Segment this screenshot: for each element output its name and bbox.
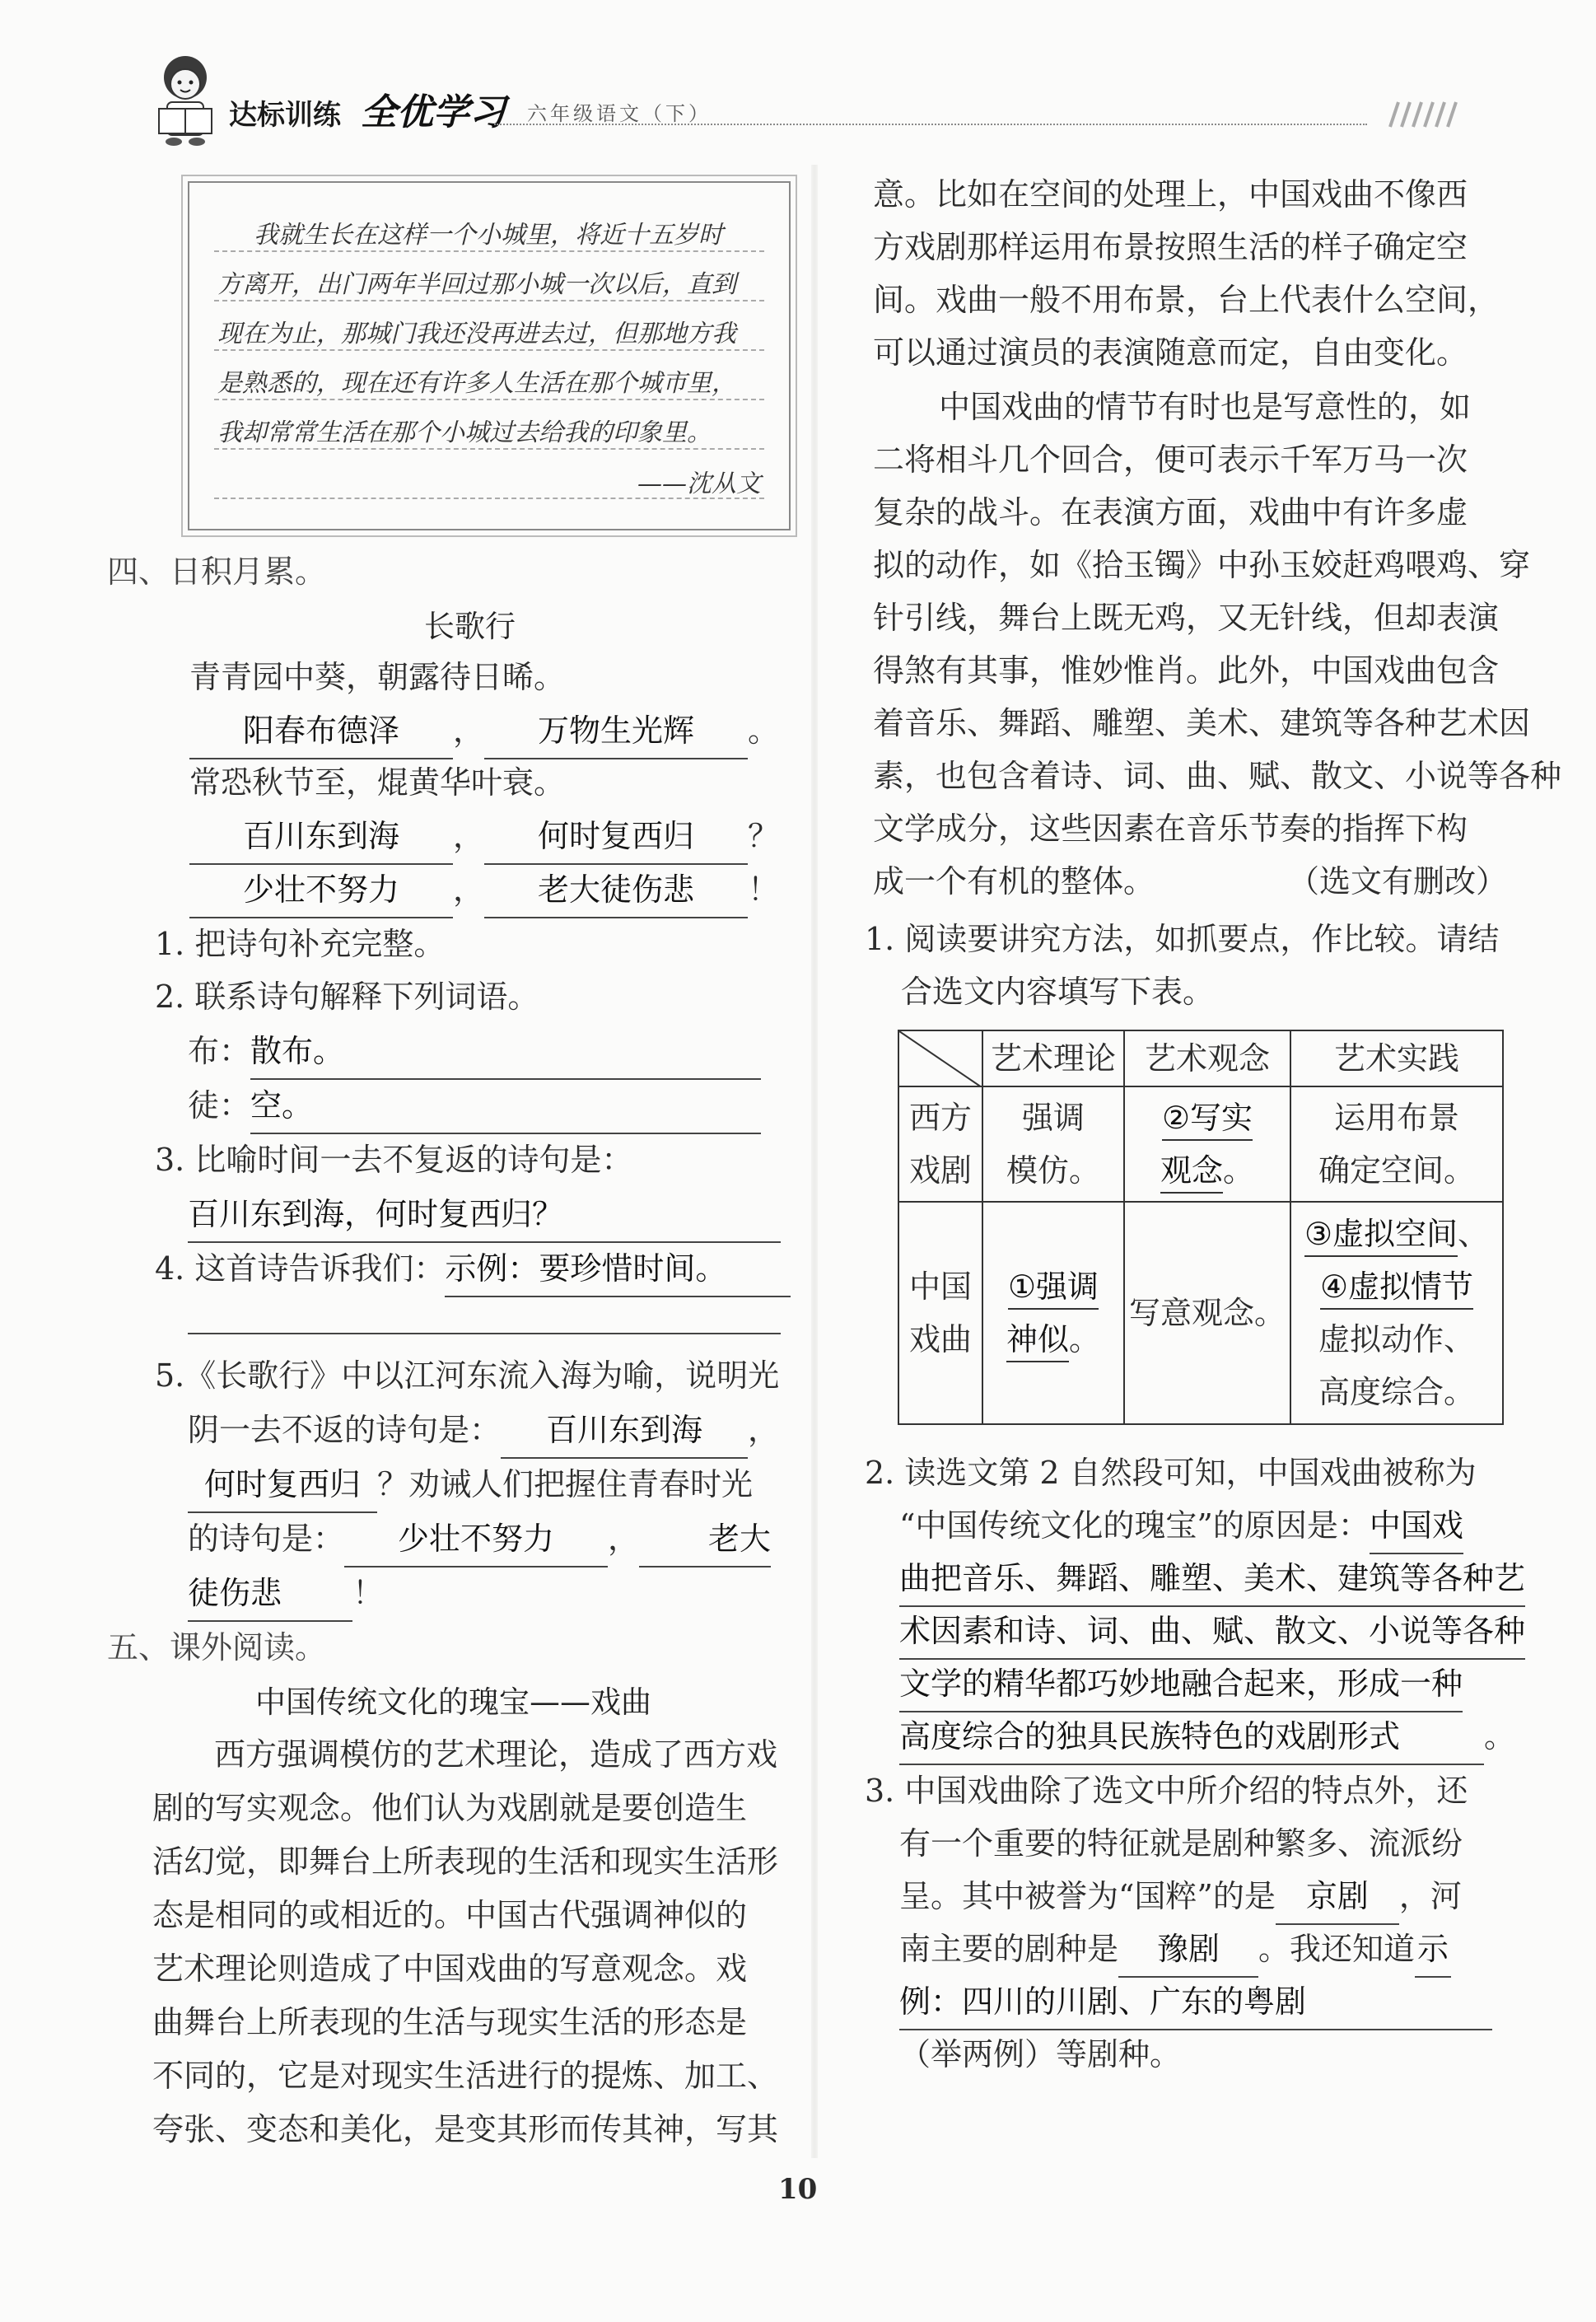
- q2-item-bu: [188, 1025, 761, 1080]
- comma: ，: [608, 1521, 640, 1557]
- cell-answer: ③虚拟空间: [1304, 1212, 1458, 1257]
- article-line: 意。比如在空间的处理上，中国戏曲不像西: [873, 176, 1468, 213]
- cell-text: 强调: [1021, 1100, 1085, 1136]
- question-2: 2. 联系诗句解释下列词语。: [155, 979, 539, 1015]
- answer-line: [899, 1657, 1463, 1712]
- article-line: 中国戏曲的情节有时也是写意性的，如: [939, 389, 1472, 425]
- row-label: [898, 1202, 982, 1424]
- table-header: 艺术观念: [1124, 1030, 1290, 1086]
- poem-blank-row-3: [189, 863, 779, 918]
- answer-text: 曲把音乐、舞蹈、雕塑、美术、建筑等各种艺: [899, 1552, 1525, 1607]
- comma: ，: [453, 871, 485, 908]
- article-line: 针引线，舞台上既无鸡，又无针线，但却表演: [873, 600, 1500, 636]
- comma: ，: [453, 818, 485, 854]
- question-3-cont: 有一个重要的特征就是剧种繁多、流派纷: [899, 1825, 1463, 1862]
- quote-line: 方离开，出门两年半回过那小城一次以后，直到: [217, 270, 736, 299]
- label: 布：: [188, 1033, 251, 1069]
- article-line: 间。戏曲一般不用布景，台上代表什么空间，: [873, 282, 1500, 318]
- quote-line: 现在为止，那城门我还没再进去过，但那地方我: [217, 320, 736, 348]
- q3-text: ，河: [1398, 1878, 1462, 1914]
- cell-answer: 神似: [1006, 1318, 1069, 1362]
- article-line: 方戏剧那样运用布景按照生活的样子确定空: [873, 229, 1468, 265]
- answer-line: [899, 1975, 1492, 2030]
- comma: ，: [453, 712, 485, 749]
- poem-blank-row-2: [189, 810, 779, 865]
- answer-blank: 示: [1415, 1923, 1451, 1978]
- answer-blank: 示例：要珍惜时间。: [445, 1242, 791, 1297]
- source-note: （选文有删改）: [1287, 863, 1507, 899]
- answer-line: [899, 1710, 1515, 1765]
- article-line: 二将相斗几个回合，便可表示千军万马一次: [873, 442, 1468, 478]
- table-header: 艺术理论: [982, 1030, 1124, 1086]
- article-line: 成一个有机的整体。: [873, 863, 1155, 899]
- article-line: 着音乐、舞蹈、雕塑、美术、建筑等各种艺术因: [873, 705, 1531, 741]
- poem-title: 长歌行: [424, 609, 516, 644]
- question-3-cont: [899, 1923, 1451, 1978]
- answer-blank: 豫剧: [1118, 1923, 1258, 1978]
- q3-answer-row: [188, 1188, 781, 1243]
- question-1-cont: 合选文内容填写下表。: [901, 974, 1215, 1010]
- quote-line: 我就生长在这样一个小城里，将近十五岁时: [254, 221, 723, 250]
- article-line: 夸张、变态和美化，是变其形而传其神，写其: [152, 2111, 779, 2147]
- answer-blank: 散布。: [250, 1025, 761, 1080]
- poem-answer: 阳春布德泽: [189, 704, 453, 759]
- punct: 。: [1484, 1718, 1516, 1754]
- label-text: 西方: [908, 1100, 972, 1136]
- question-5-line5: [188, 1567, 384, 1622]
- question-4: 4. 这首诗告诉我们：: [155, 1250, 446, 1287]
- article-title: 中国传统文化的瑰宝——戏曲: [255, 1684, 651, 1720]
- q3-text: 。我还知道: [1258, 1931, 1416, 1967]
- row-label: [898, 1086, 982, 1202]
- punct: ！: [352, 1575, 385, 1611]
- question-1: 1. 阅读要讲究方法，如抓要点，作比较。请结: [865, 921, 1500, 957]
- article-line: 态是相同的或相近的。中国古代强调神似的: [152, 1897, 748, 1933]
- question-3-end: （举两例）等剧种。: [899, 2036, 1182, 2072]
- grade-subtitle: 六年级语文（下）: [527, 102, 712, 125]
- label-text: 戏剧: [908, 1152, 972, 1189]
- answer-text: 文学的精华都巧妙地融合起来，形成一种: [899, 1657, 1463, 1712]
- question-2-cont: [899, 1499, 1463, 1554]
- question-5-line2: [188, 1404, 779, 1459]
- question-1: 1. 把诗句补充完整。: [155, 926, 446, 962]
- cell-answer: ①强调: [1008, 1265, 1099, 1310]
- label-text: 中国: [908, 1268, 972, 1305]
- right-column: [865, 0, 1562, 2322]
- q2-item-tu: [188, 1079, 761, 1134]
- blank-line: [188, 1333, 781, 1334]
- quote-line: 我却常常生活在那个小城过去给我的印象里。: [217, 418, 712, 447]
- quote-author: ——沈从文: [637, 470, 761, 498]
- answer-line: [899, 1605, 1525, 1660]
- cell-answer: 观念: [1160, 1149, 1223, 1194]
- answer-blank: 少壮不努力: [344, 1512, 608, 1567]
- poem-line-1: 青青园中葵，朝露待日晞。: [189, 659, 566, 695]
- table-cell: [982, 1202, 1124, 1424]
- question-2: 2. 读选文第 2 自然段可知，中国戏曲被称为: [865, 1455, 1477, 1491]
- label-text: 戏曲: [908, 1321, 972, 1357]
- brand-title: 全优学习: [361, 91, 506, 133]
- answer-text: 高度综合的独具民族特色的戏剧形式: [899, 1710, 1484, 1765]
- punct: 、: [1458, 1216, 1490, 1252]
- answer-blank: 空。: [250, 1079, 761, 1134]
- table-cell: 写意观念。: [1124, 1202, 1290, 1424]
- q5-text: 阴一去不返的诗句是：: [188, 1412, 502, 1448]
- table-header: 艺术实践: [1290, 1030, 1503, 1086]
- page-gutter: [811, 165, 818, 2158]
- article-line: 得煞有其事，惟妙惟肖。此外，中国戏曲包含: [873, 652, 1500, 689]
- punct: ？: [748, 818, 780, 854]
- punct: 。: [1223, 1152, 1255, 1189]
- answer-blank: 何时复西归: [188, 1458, 377, 1513]
- cell-text: 高度综合。: [1318, 1374, 1475, 1410]
- punct: ！: [748, 871, 780, 908]
- poem-blank-row-1: [189, 704, 779, 759]
- poem-answer: 百川东到海: [189, 810, 453, 865]
- diagonal-line: [899, 1031, 982, 1087]
- cell-answer: ④虚拟情节: [1320, 1265, 1473, 1310]
- question-3: 3. 中国戏曲除了选文中所介绍的特点外，还: [865, 1773, 1468, 1809]
- page-number: 10: [778, 2173, 818, 2206]
- series-title: 达标训练: [229, 99, 341, 132]
- poem-answer: 老大徒伤悲: [484, 863, 748, 918]
- table-cell: [1290, 1086, 1503, 1202]
- poem-answer: 何时复西归: [484, 810, 748, 865]
- article-line: 艺术理论则造成了中国戏曲的写意观念。戏: [152, 1951, 748, 1987]
- table-cell: [1290, 1202, 1503, 1424]
- label: 徒：: [188, 1087, 251, 1124]
- q3-text: 南主要的剧种是: [899, 1931, 1119, 1967]
- article-line: 复杂的战斗。在表演方面，戏曲中有许多虚: [873, 494, 1468, 530]
- question-3-cont: [899, 1870, 1462, 1925]
- punct: 。: [748, 712, 780, 749]
- left-column: [107, 0, 791, 2322]
- cell-answer: ②写实: [1162, 1096, 1253, 1141]
- q2-text: “中国传统文化的瑰宝”的原因是：: [899, 1507, 1370, 1544]
- q5-text: 的诗句是：: [188, 1521, 345, 1557]
- question-3: 3. 比喻时间一去不复返的诗句是：: [155, 1142, 633, 1178]
- answer-text: 术因素和诗、词、曲、赋、散文、小说等各种: [899, 1605, 1525, 1660]
- answer-blank: 百川东到海: [501, 1404, 748, 1459]
- table-cell: [1124, 1086, 1290, 1202]
- question-5-line1: 5.《长歌行》中以江河东流入海为喻，说明光: [155, 1357, 780, 1394]
- article-line: 西方强调模仿的艺术理论，造成了西方戏: [214, 1736, 778, 1773]
- cell-text: 运用布景: [1333, 1100, 1459, 1136]
- article-line: 可以通过演员的表演随意而定，自由变化。: [873, 334, 1468, 371]
- question-5-line4: [188, 1512, 771, 1567]
- poem-answer: 万物生光辉: [484, 704, 748, 759]
- article-line: 文学成分，这些因素在音乐节奏的指挥下构: [873, 811, 1468, 847]
- cell-text: 模仿。: [1006, 1152, 1100, 1189]
- cell-text: 虚拟动作、: [1318, 1321, 1475, 1357]
- section5-heading: 五、课外阅读。: [107, 1629, 327, 1666]
- q3-text: 呈。其中被誉为“国粹”的是: [899, 1878, 1276, 1914]
- cell-text: 确定空间。: [1318, 1152, 1475, 1189]
- article-line: 曲舞台上所表现的生活与现实生活的形态是: [152, 2004, 748, 2040]
- question-5-line3: [188, 1458, 753, 1513]
- answer-blank: 百川东到海，何时复西归？: [188, 1188, 781, 1243]
- poem-answer: 少壮不努力: [189, 863, 453, 918]
- article-line: 不同的，它是对现实生活进行的提炼、加工、: [152, 2058, 779, 2094]
- table-corner: [898, 1030, 982, 1086]
- article-line: 素，也包含着诗、词、曲、赋、散文、小说等各种: [873, 758, 1562, 794]
- answer-text: 例：四川的川剧、广东的粤剧: [899, 1975, 1492, 2030]
- article-line: 剧的写实观念。他们认为戏剧就是要创造生: [152, 1790, 748, 1826]
- q5-text: ？劝诫人们把握住青春时光: [377, 1466, 754, 1502]
- comma: ，: [748, 1412, 780, 1448]
- answer-blank: 中国戏: [1370, 1499, 1463, 1554]
- poem-line-2: 常恐秋节至，焜黄华叶衰。: [189, 764, 566, 801]
- answer-blank: 老大: [639, 1512, 771, 1567]
- answer-line: [899, 1552, 1525, 1607]
- article-line: 活幻觉，即舞台上所表现的生活和现实生活形: [152, 1843, 779, 1880]
- section4-heading: 四、日积月累。: [107, 554, 327, 590]
- quote-line: 是熟悉的，现在还有许多人生活在那个城市里，: [217, 369, 736, 398]
- question-4-row: [155, 1242, 791, 1297]
- comparison-table: [898, 1030, 1504, 1425]
- answer-blank: 徒伤悲: [188, 1567, 352, 1622]
- table-cell: [982, 1086, 1124, 1202]
- answer-blank: 京剧: [1276, 1870, 1399, 1925]
- article-line: 拟的动作，如《拾玉镯》中孙玉姣赶鸡喂鸡、穿: [873, 547, 1531, 583]
- punct: 。: [1069, 1321, 1101, 1357]
